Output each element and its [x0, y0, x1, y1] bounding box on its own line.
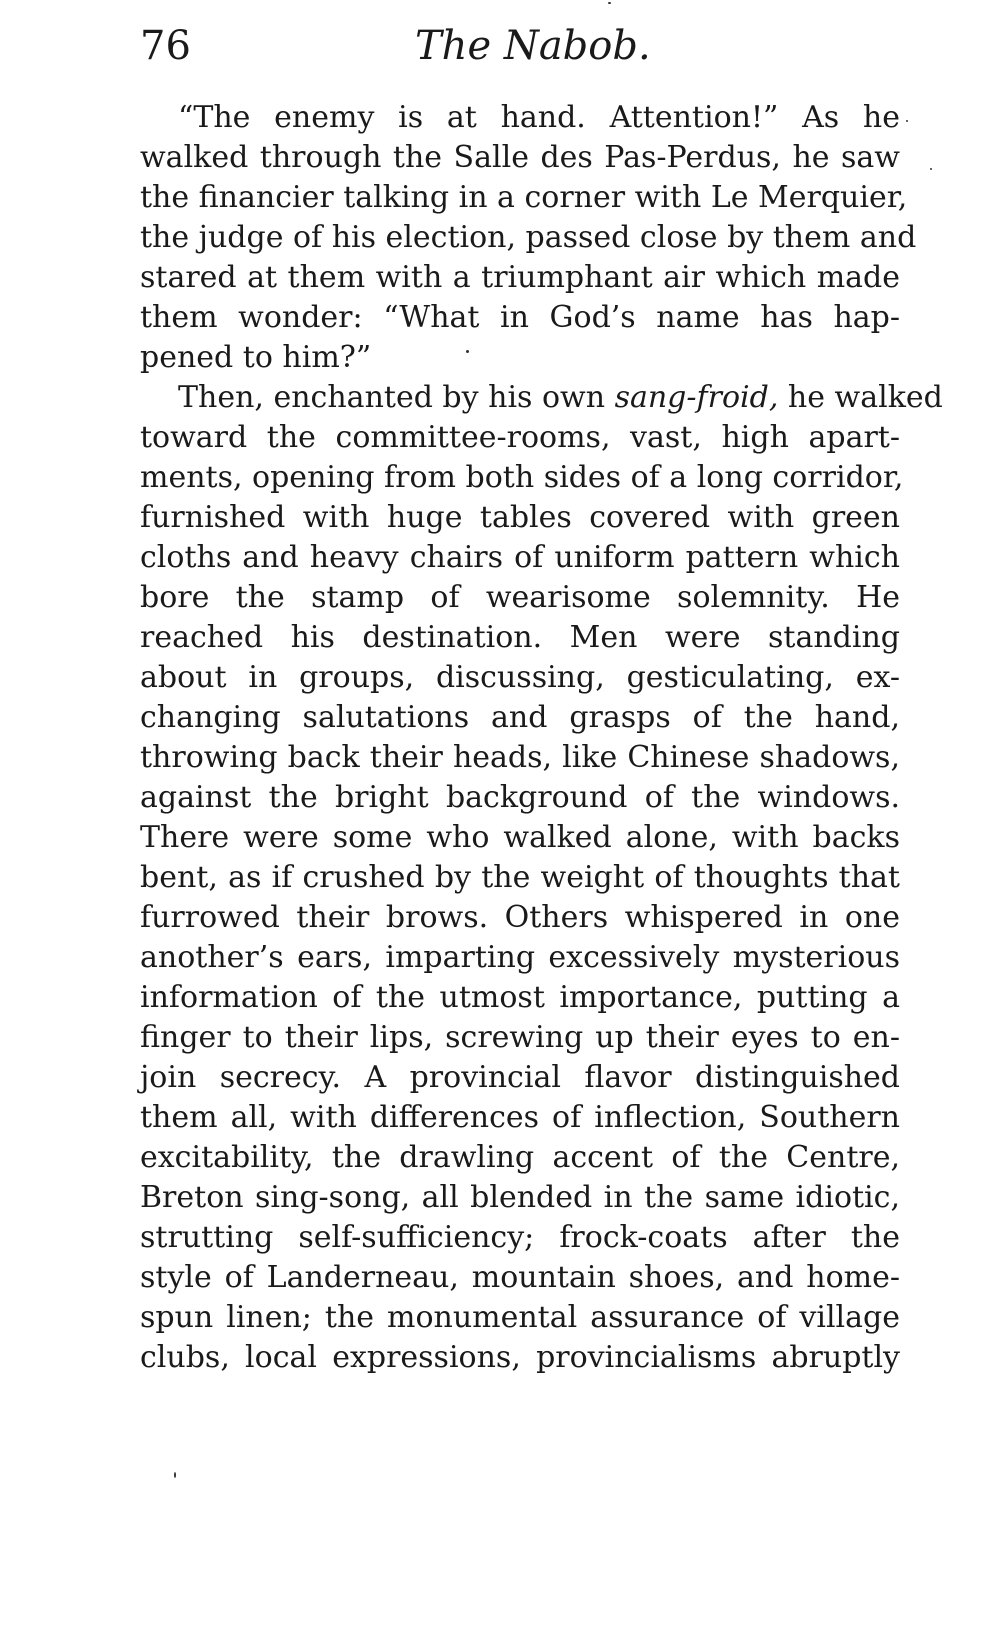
- text-line: cloths and heavy chairs of uniform pattern which: [140, 540, 900, 575]
- text-line: stared at them with a triumphant air which made: [140, 260, 900, 295]
- text-line: furnished with huge tables covered with green: [140, 500, 900, 535]
- text-fragment: he walked: [787, 380, 943, 415]
- text-line: ments, opening from both sides of a long corridor,: [140, 460, 904, 495]
- text-line: changing salutations and grasps of the hand,: [140, 700, 900, 735]
- scan-speck: [608, 2, 611, 4]
- text-line: about in groups, discussing, gesticulating, ex-: [140, 660, 900, 695]
- text-line: Breton sing-song, all blended in the same idiotic,: [140, 1180, 900, 1215]
- text-fragment: Then, enchanted by his own: [178, 380, 606, 415]
- text-line: information of the utmost importance, putting a: [140, 980, 900, 1015]
- text-line: pened to him?”: [140, 340, 372, 375]
- body-text: [140, 98, 943, 1378]
- page-number: 76: [140, 23, 191, 69]
- text-line: throwing back their heads, like Chinese shadows,: [140, 740, 900, 775]
- text-line: finger to their lips, screwing up their eyes to en-: [140, 1020, 900, 1055]
- scan-speck: [174, 1472, 176, 1478]
- text-line: the judge of his election, passed close by them and: [140, 220, 917, 255]
- text-line: excitability, the drawling accent of the Centre,: [140, 1140, 900, 1175]
- text-line: toward the committee-rooms, vast, high apart-: [140, 420, 900, 455]
- text-line: bent, as if crushed by the weight of thoughts that: [140, 860, 900, 895]
- text-line: them all, with differences of inflection, Southern: [140, 1100, 900, 1135]
- text-line: There were some who walked alone, with backs: [140, 820, 900, 855]
- text-line: clubs, local expressions, provincialisms abruptly: [140, 1340, 900, 1375]
- running-title: The Nabob.: [415, 23, 651, 69]
- text-line: bore the stamp of wearisome solemnity. He: [140, 580, 900, 615]
- scan-speck: [930, 168, 932, 170]
- scan-speck: [906, 120, 908, 122]
- text-line: another’s ears, imparting excessively mysterious: [140, 940, 900, 975]
- text-line: furrowed their brows. Others whispered in one: [140, 900, 900, 935]
- text-line: spun linen; the monumental assurance of village: [140, 1300, 900, 1335]
- text-line: style of Landerneau, mountain shoes, and home-: [140, 1260, 900, 1295]
- text-line: against the bright background of the windows.: [140, 780, 900, 815]
- text-line: join secrecy. A provincial flavor distinguished: [140, 1060, 900, 1095]
- italic-phrase: sang-froid,: [614, 380, 779, 415]
- scan-speck: [466, 350, 469, 353]
- text-line: reached his destination. Men were standing: [140, 620, 900, 655]
- text-line: “The enemy is at hand. Attention!” As he: [178, 100, 900, 135]
- text-line: them wonder: “What in God’s name has hap-: [140, 300, 900, 335]
- text-line: the financier talking in a corner with Le Merquier,: [140, 180, 908, 215]
- text-line: walked through the Salle des Pas-Perdus, he saw: [140, 140, 900, 175]
- text-line: strutting self-sufficiency; frock-coats after the: [140, 1220, 900, 1255]
- text-line: [140, 378, 943, 418]
